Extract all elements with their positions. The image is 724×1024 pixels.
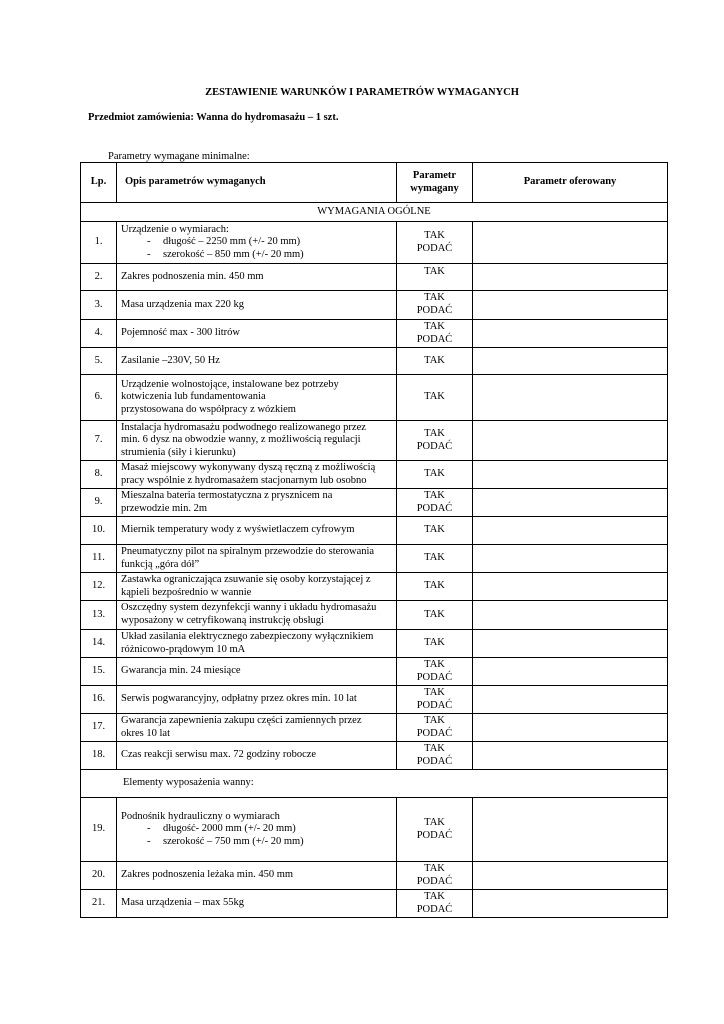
table-row: 19. Podnośnik hydrauliczny o wymiarach - długość- 2000 mm (+/- 20 mm) - szerokość – 750 mm (+/- 20 mm) TAK PODAĆ [81, 798, 668, 862]
offered-value-cell[interactable] [473, 348, 668, 375]
table-row: 20. Zakres podnoszenia leżaka min. 450 mm TAK PODAĆ [81, 862, 668, 890]
section-equipment: Elementy wyposażenia wanny: [81, 770, 668, 798]
offered-value-cell[interactable] [473, 264, 668, 291]
table-row: 13. Oszczędny system dezynfekcji wanny i układu hydromasażu wyposażony w cetryfikowaną instrukcję obsługi TAK [81, 601, 668, 630]
params-label: Parametry wymagane minimalne: [108, 151, 250, 162]
offered-value-cell[interactable] [473, 658, 668, 686]
offered-value-cell[interactable] [473, 798, 668, 862]
section-row-general [81, 203, 668, 222]
offered-value-cell[interactable] [473, 862, 668, 890]
header-required: Parametr wymagany [397, 163, 473, 203]
table-row: 9. Mieszalna bateria termostatyczna z prysznicem na przewodzie min. 2m TAK PODAĆ [81, 489, 668, 517]
table-row: 1. Urządzenie o wymiarach: - długość – 2250 mm (+/- 20 mm) - szerokość – 850 mm (+/- 20 mm) TAK PODAĆ [81, 222, 668, 264]
offered-value-cell[interactable] [473, 601, 668, 630]
offered-value-cell[interactable] [473, 573, 668, 601]
offered-value-cell[interactable] [473, 545, 668, 573]
table-row: 17. Gwarancja zapewnienia zakupu części zamiennych przez okres 10 lat TAK PODAĆ [81, 714, 668, 742]
document-title: ZESTAWIENIE WARUNKÓW I PARAMETRÓW WYMAGANYCH [205, 87, 519, 98]
header-lp: Lp. [81, 163, 117, 203]
table-row: 18. Czas reakcji serwisu max. 72 godziny robocze TAK PODAĆ [81, 742, 668, 770]
table-row: 3. Masa urządzenia max 220 kg TAK PODAĆ [81, 291, 668, 320]
offered-value-cell[interactable] [473, 461, 668, 489]
table-row: 4. Pojemność max - 300 litrów TAK PODAĆ [81, 320, 668, 348]
offered-value-cell[interactable] [473, 320, 668, 348]
parameters-table [80, 162, 668, 918]
offered-value-cell[interactable] [473, 291, 668, 320]
table-row: 10. Miernik temperatury wody z wyświetlaczem cyfrowym TAK [81, 517, 668, 545]
offered-value-cell[interactable] [473, 517, 668, 545]
offered-value-cell[interactable] [473, 714, 668, 742]
table-row: 6. Urządzenie wolnostojące, instalowane bez potrzeby kotwiczenia lub fundamentowania przystosowana do współpracy z wózkiem TAK [81, 375, 668, 421]
section-general: WYMAGANIA OGÓLNE [81, 203, 668, 222]
order-subject: Przedmiot zamówienia: Wanna do hydromasażu – 1 szt. [88, 112, 339, 123]
table-header-row [81, 163, 668, 203]
table-row: 7. Instalacja hydromasażu podwodnego realizowanego przez min. 6 dysz na obwodzie wanny, z możliwością regulacji strumienia (siły i kierunku) TAK PODAĆ [81, 421, 668, 461]
offered-value-cell[interactable] [473, 421, 668, 461]
table-row: 2. Zakres podnoszenia min. 450 mm TAK [81, 264, 668, 291]
table-row: 5. Zasilanie –230V, 50 Hz TAK [81, 348, 668, 375]
offered-value-cell[interactable] [473, 489, 668, 517]
table-row: 16. Serwis pogwarancyjny, odpłatny przez okres min. 10 lat TAK PODAĆ [81, 686, 668, 714]
offered-value-cell[interactable] [473, 375, 668, 421]
offered-value-cell[interactable] [473, 890, 668, 918]
table-row: 8. Masaż miejscowy wykonywany dyszą ręczną z możliwością pracy wspólnie z hydromasażem stacjonarnym lub osobno TAK [81, 461, 668, 489]
offered-value-cell[interactable] [473, 686, 668, 714]
section-row-equipment [81, 770, 668, 798]
table-row: 11. Pneumatyczny pilot na spiralnym przewodzie do sterowania funkcją „góra dół” TAK [81, 545, 668, 573]
table-row: 15. Gwarancja min. 24 miesiące TAK PODAĆ [81, 658, 668, 686]
header-offered: Parametr oferowany [473, 163, 668, 203]
offered-value-cell[interactable] [473, 742, 668, 770]
table-row: 12. Zastawka ograniczająca zsuwanie się osoby korzystającej z kąpieli bezpośrednio w wannie TAK [81, 573, 668, 601]
table-row: 21. Masa urządzenia – max 55kg TAK PODAĆ [81, 890, 668, 918]
offered-value-cell[interactable] [473, 630, 668, 658]
table-row: 14. Układ zasilania elektrycznego zabezpieczony wyłącznikiem różnicowo-prądowym 10 mA TAK [81, 630, 668, 658]
offered-value-cell[interactable] [473, 222, 668, 264]
header-description: Opis parametrów wymaganych [117, 163, 397, 203]
